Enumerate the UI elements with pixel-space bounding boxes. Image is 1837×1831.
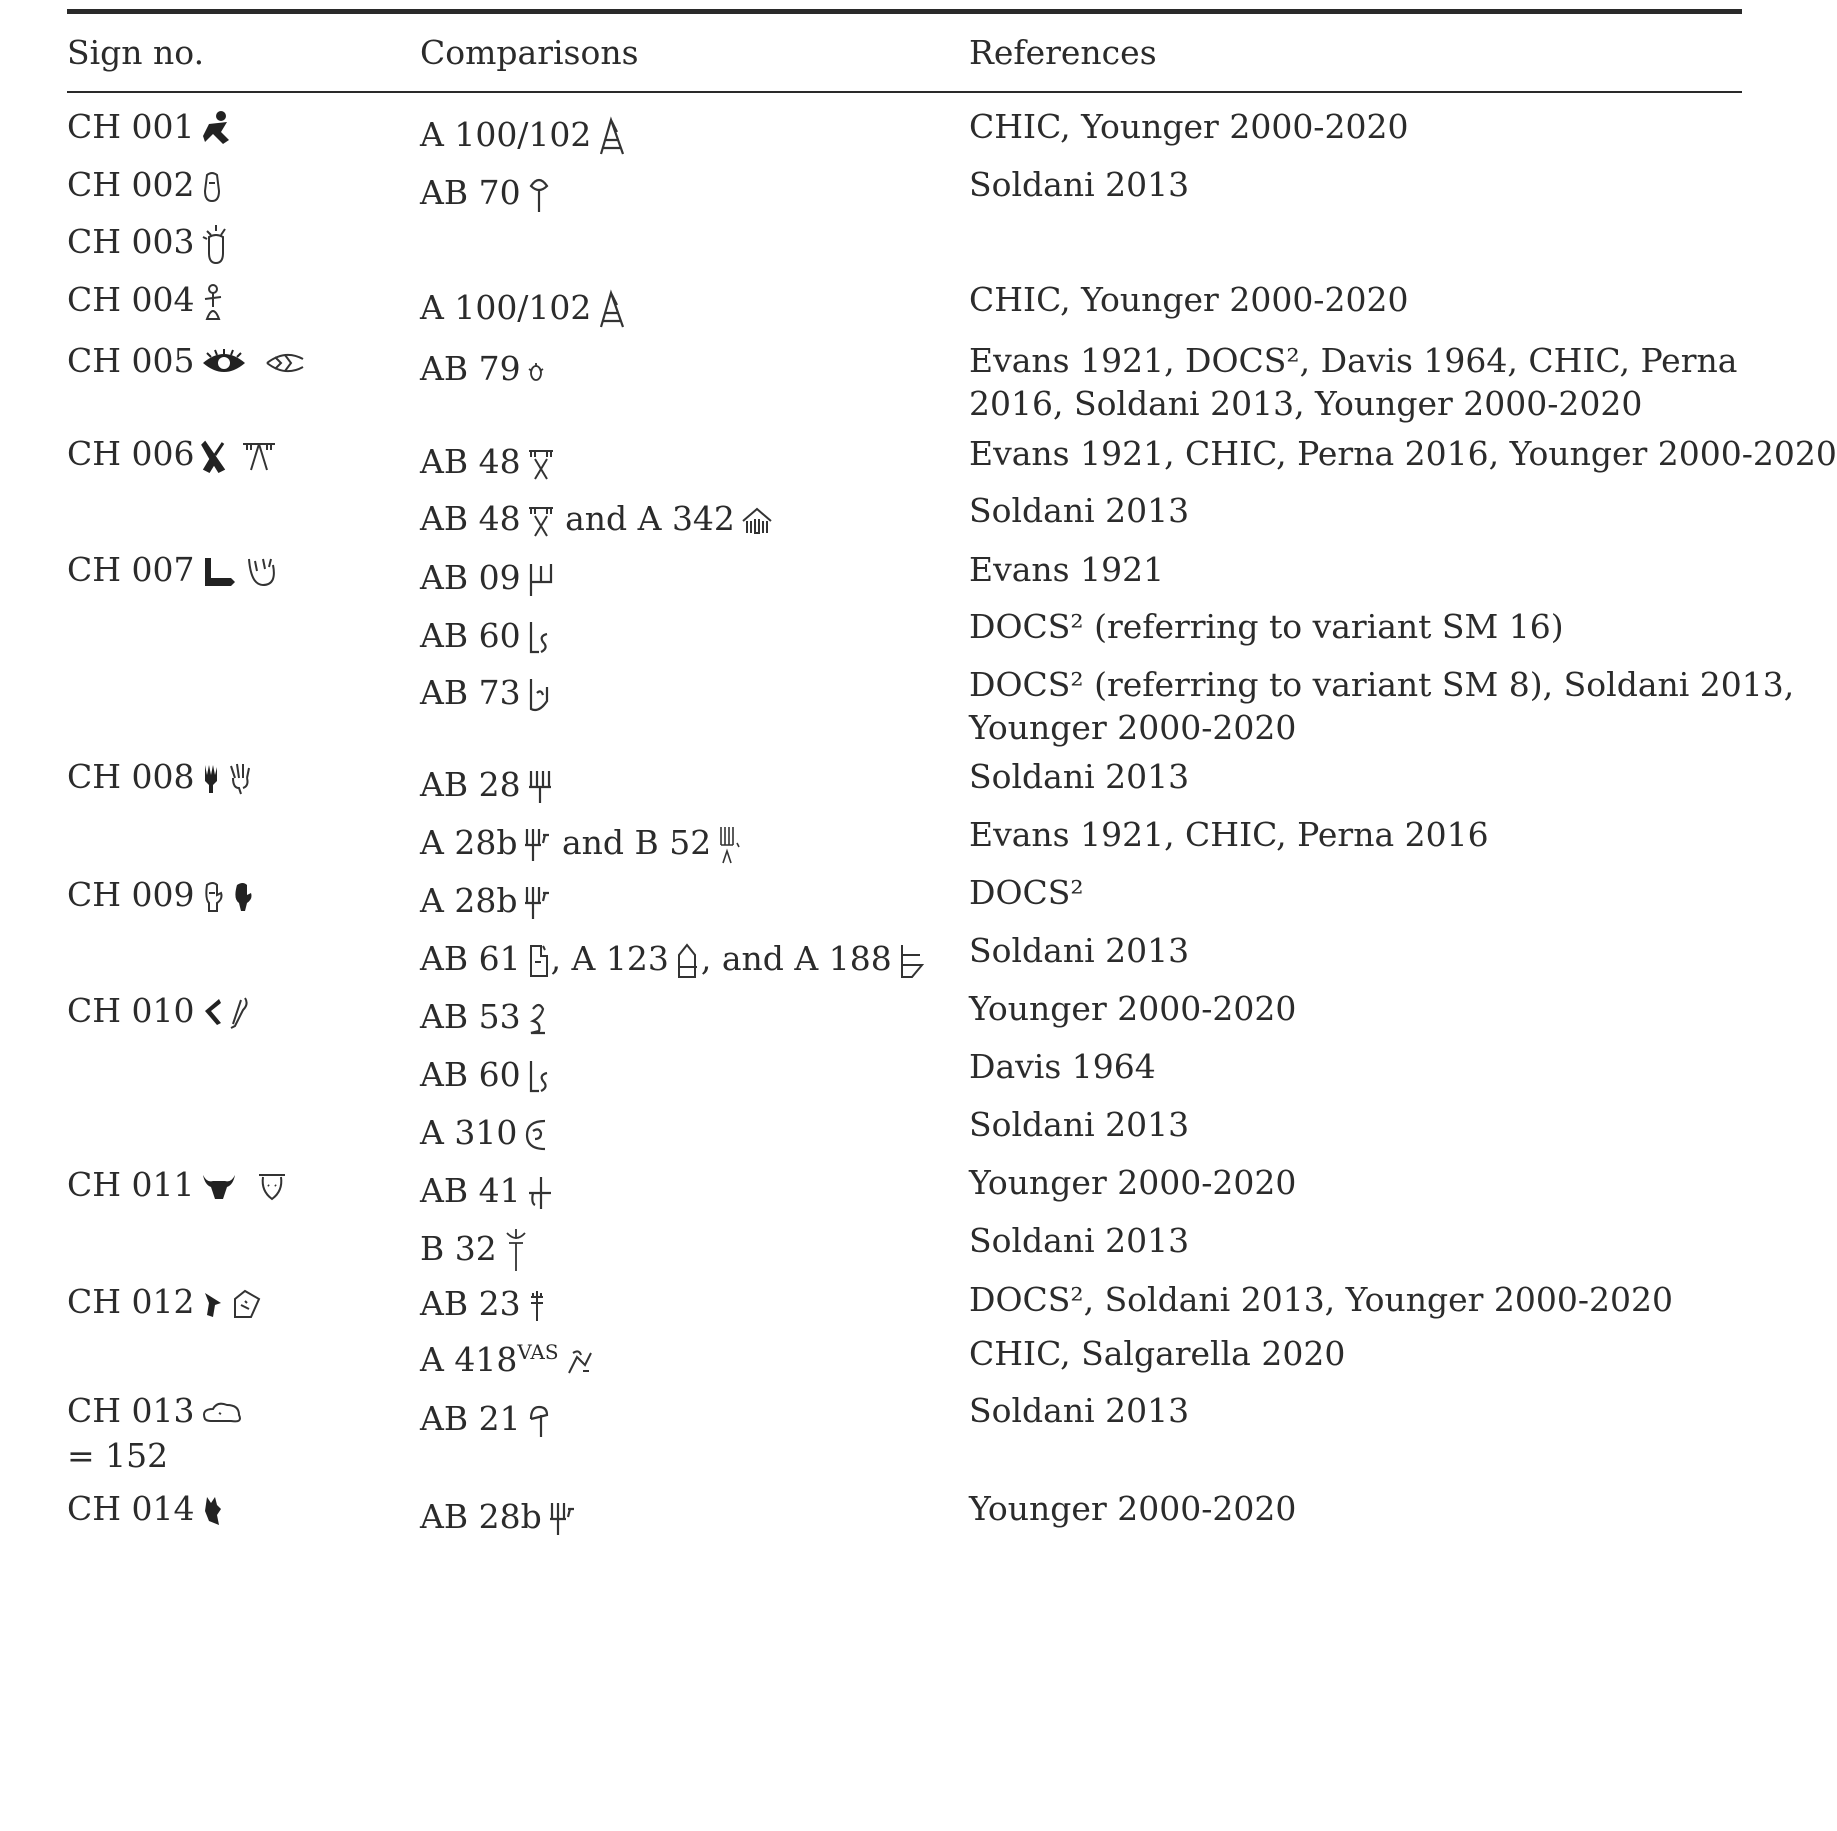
comparison-cell: AB 60 (420, 1050, 553, 1100)
linear-a-sign-ab09-icon (527, 562, 555, 598)
sign-number: CH 013 (67, 1391, 195, 1430)
comparison-cell: AB 79 (420, 344, 545, 394)
hieroglyph-hand-rays-icon (201, 223, 231, 265)
hieroglyph-bull-head-icon (201, 1171, 237, 1203)
reference-cell: DOCS² (969, 873, 1084, 912)
table-row (67, 870, 253, 920)
hieroglyph-eye-icon (201, 349, 247, 377)
linear-a-sign-ab28b-icon (548, 1501, 576, 1537)
reference-cell: CHIC, Salgarella 2020 (969, 1334, 1346, 1373)
table-row (67, 1277, 261, 1327)
reference-cell: Soldani 2013 (969, 757, 1190, 796)
linear-a-sign-ab79-icon (527, 359, 545, 383)
linear-a-ladder-sign-icon (597, 291, 627, 329)
reference-cell: CHIC, Younger 2000-2020 (969, 107, 1409, 146)
hieroglyph-animal-head-icon (201, 1289, 225, 1319)
table-row (67, 102, 235, 152)
comparison-cell: AB 09 (420, 553, 555, 603)
table-row (67, 1160, 287, 1210)
comparison-cell: AB 53 (420, 992, 549, 1042)
reference-cell: DOCS² (referring to variant SM 16) (969, 607, 1564, 646)
linear-a-sign-a28b-icon (523, 827, 551, 863)
linear-a-sign-ab23-icon (527, 1289, 547, 1323)
reference-cell: Evans 1921, CHIC, Perna 2016 (969, 815, 1489, 854)
reference-cell: Younger 2000-2020 (969, 989, 1297, 1028)
hieroglyph-hand-outline-icon (201, 171, 223, 203)
linear-a-sign-ab60-icon (527, 1059, 553, 1095)
table-row (67, 545, 279, 595)
comparison-cell: AB 61 , A 123 , and A 188 (420, 934, 926, 984)
comparison-cell: B 32 (420, 1224, 529, 1274)
linear-a-sign-ab48-icon (527, 447, 555, 481)
linear-a-sign-a342-icon (741, 507, 773, 535)
linear-a-sign-ab53-icon (527, 1001, 549, 1037)
linear-a-ladder-sign-icon (597, 118, 627, 156)
hieroglyph-branches-icon (241, 440, 277, 472)
linear-b-sign-b52-icon (717, 825, 741, 865)
reference-cell: Soldani 2013 (969, 931, 1190, 970)
comparison-cell: AB 73 (420, 668, 551, 718)
linear-a-sign-ab41-icon (527, 1175, 553, 1211)
comparison-cell: A 28b and B 52 (420, 818, 741, 868)
column-header-comparisons: Comparisons (420, 33, 639, 72)
table-top-rule (67, 9, 1742, 14)
hieroglyph-arm-outline-icon (229, 996, 249, 1030)
comparison-cell: AB 21 (420, 1394, 551, 1444)
table-row (67, 336, 305, 386)
header-rule (67, 91, 1742, 93)
table-row (67, 752, 253, 802)
table-row (67, 1484, 225, 1534)
sign-number: CH 005 (67, 341, 195, 380)
hieroglyph-standing-figure-icon (201, 283, 225, 321)
reference-cell: Evans 1921, DOCS², Davis 1964, CHIC, Perna (969, 341, 1738, 380)
comparison-cell: AB 48 and A 342 (420, 494, 773, 544)
reference-cell: DOCS², Soldani 2013, Younger 2000-2020 (969, 1280, 1673, 1319)
table-row (67, 160, 223, 210)
hieroglyph-animal-head-outline-icon (231, 1289, 261, 1319)
comparison-cell: AB 70 (420, 168, 551, 218)
hieroglyph-eye-outline-icon (265, 349, 305, 377)
sign-number: CH 004 (67, 280, 195, 319)
reference-cell: Younger 2000-2020 (969, 1163, 1297, 1202)
sign-number: CH 011 (67, 1165, 195, 1204)
linear-a-sign-ab60-icon (527, 620, 553, 656)
hieroglyph-arm-icon (201, 997, 223, 1029)
reference-cell: Soldani 2013 (969, 491, 1190, 530)
table-row (67, 1386, 243, 1436)
linear-a-sign-ab61-icon (527, 942, 551, 980)
comparison-cell: AB 23 (420, 1279, 547, 1329)
hieroglyph-mitten-outline-icon (201, 881, 225, 913)
comparison-cell: A $418^{VAS}$ (420, 1335, 595, 1385)
sign-number: CH 001 (67, 107, 195, 146)
comparison-cell: A 100/102 (420, 110, 627, 160)
hieroglyph-kneeling-figure-icon (201, 110, 235, 148)
comparison-cell: AB 41 (420, 1166, 553, 1216)
linear-b-sign-b32-icon (503, 1229, 529, 1273)
sign-number: CH 012 (67, 1282, 195, 1321)
sign-number: CH 010 (67, 991, 195, 1030)
comparison-cell: AB 28b (420, 1492, 576, 1542)
linear-a-sign-a28b-icon (523, 885, 551, 921)
table-row (67, 429, 277, 479)
sign-number: CH 006 (67, 434, 195, 473)
reference-cell: DOCS² (referring to variant SM 8), Soldani 2013, (969, 665, 1795, 704)
linear-a-sign-a418-icon (565, 1347, 595, 1377)
comparison-cell: AB 48 (420, 437, 555, 487)
reference-cell: Soldani 2013 (969, 1221, 1190, 1260)
hieroglyph-hand-outline-icon (227, 762, 253, 796)
sign-number: CH 003 (67, 222, 195, 261)
hieroglyph-bull-head-outline-icon (257, 1171, 287, 1203)
reference-cell: CHIC, Younger 2000-2020 (969, 280, 1409, 319)
sign-equivalent: = 152 (67, 1436, 169, 1475)
sign-number: CH 002 (67, 165, 195, 204)
comparison-cell: AB 60 (420, 611, 553, 661)
linear-a-sign-a310-icon (523, 1117, 551, 1153)
linear-a-sign-ab48-icon (527, 504, 555, 538)
reference-cell: Davis 1964 (969, 1047, 1156, 1086)
table-row (67, 986, 249, 1036)
linear-a-sign-ab21-icon (527, 1403, 551, 1439)
table-row (67, 217, 231, 267)
reference-cell-continued: 2016, Soldani 2013, Younger 2000-2020 (969, 384, 1643, 423)
reference-cell: Evans 1921, CHIC, Perna 2016, Younger 2000-2020 (969, 434, 1837, 473)
reference-cell-continued: Younger 2000-2020 (969, 708, 1297, 747)
reference-cell: Soldani 2013 (969, 165, 1190, 204)
linear-a-sign-ab28-icon (527, 769, 553, 805)
sign-number: CH 009 (67, 875, 195, 914)
linear-a-sign-ab70-icon (527, 176, 551, 214)
comparison-cell: AB 28 (420, 760, 553, 810)
hieroglyph-hand-icon (201, 763, 221, 795)
linear-a-sign-ab73-icon (527, 677, 551, 713)
linear-a-sign-a188-icon (898, 943, 926, 979)
hieroglyph-crossed-arms-icon (201, 439, 227, 473)
sign-number: CH 007 (67, 550, 195, 589)
reference-cell: Evans 1921 (969, 550, 1165, 589)
linear-a-sign-a123-icon (675, 943, 701, 979)
sign-number: CH 014 (67, 1489, 195, 1528)
hieroglyph-creature-icon (201, 1495, 225, 1527)
hieroglyph-leg-outline-icon (243, 555, 279, 589)
comparison-cell: A 100/102 (420, 283, 627, 333)
hieroglyph-mitten-icon (231, 881, 253, 913)
sign-number: CH 008 (67, 757, 195, 796)
comparison-cell: A 28b (420, 876, 551, 926)
column-header-references: References (969, 33, 1157, 72)
hieroglyph-cloud-icon (201, 1401, 243, 1425)
reference-cell: Soldani 2013 (969, 1105, 1190, 1144)
column-header-sign-no: Sign no. (67, 33, 205, 72)
table-row (67, 275, 225, 325)
reference-cell: Younger 2000-2020 (969, 1489, 1297, 1528)
comparison-cell: A 310 (420, 1108, 551, 1158)
hieroglyph-leg-icon (201, 556, 237, 588)
reference-cell: Soldani 2013 (969, 1391, 1190, 1430)
